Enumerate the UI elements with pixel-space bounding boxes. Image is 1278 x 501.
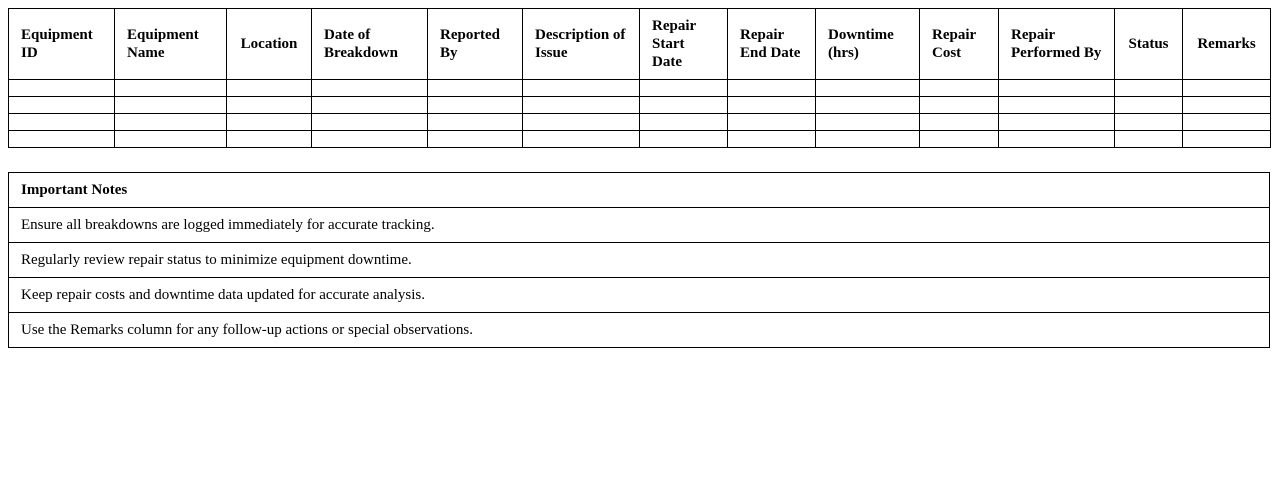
table-cell[interactable]	[640, 97, 728, 114]
table-cell[interactable]	[227, 80, 312, 97]
table-cell[interactable]	[640, 131, 728, 148]
table-cell[interactable]	[428, 114, 523, 131]
table-cell[interactable]	[428, 80, 523, 97]
table-cell[interactable]	[523, 97, 640, 114]
col-header-status: Status	[1115, 9, 1183, 80]
table-cell[interactable]	[999, 114, 1115, 131]
note-item: Use the Remarks column for any follow-up actions or special observations.	[9, 313, 1270, 348]
table-cell[interactable]	[920, 114, 999, 131]
notes-heading-row	[9, 173, 1270, 208]
table-row	[9, 131, 1271, 148]
table-cell[interactable]	[312, 80, 428, 97]
table-cell[interactable]	[1115, 114, 1183, 131]
table-cell[interactable]	[1115, 131, 1183, 148]
table-cell[interactable]	[999, 80, 1115, 97]
note-row	[9, 208, 1270, 243]
col-header-downtime-hrs: Downtime (hrs)	[816, 9, 920, 80]
table-cell[interactable]	[9, 114, 115, 131]
table-cell[interactable]	[115, 80, 227, 97]
col-header-date-of-breakdown: Date of Breakdown	[312, 9, 428, 80]
col-header-description-of-issue: Description of Issue	[523, 9, 640, 80]
col-header-repair-performed-by: Repair Performed By	[999, 9, 1115, 80]
table-cell[interactable]	[115, 131, 227, 148]
table-cell[interactable]	[312, 114, 428, 131]
note-item: Regularly review repair status to minimize equipment downtime.	[9, 243, 1270, 278]
col-header-repair-cost: Repair Cost	[920, 9, 999, 80]
table-cell[interactable]	[227, 114, 312, 131]
header-row	[9, 9, 1271, 80]
note-item: Ensure all breakdowns are logged immediately for accurate tracking.	[9, 208, 1270, 243]
table-cell[interactable]	[428, 97, 523, 114]
note-row	[9, 313, 1270, 348]
table-cell[interactable]	[1115, 97, 1183, 114]
table-cell[interactable]	[1183, 114, 1271, 131]
table-cell[interactable]	[1183, 97, 1271, 114]
important-notes-table	[8, 172, 1270, 348]
table-cell[interactable]	[816, 114, 920, 131]
table-cell[interactable]	[920, 97, 999, 114]
breakdown-log-table	[8, 8, 1271, 148]
breakdown-log-body	[9, 80, 1271, 148]
table-cell[interactable]	[640, 114, 728, 131]
table-cell[interactable]	[920, 131, 999, 148]
note-row	[9, 278, 1270, 313]
col-header-repair-end-date: Repair End Date	[728, 9, 816, 80]
col-header-repair-start-date: Repair Start Date	[640, 9, 728, 80]
table-cell[interactable]	[227, 97, 312, 114]
notes-heading: Important Notes	[9, 173, 1270, 208]
table-cell[interactable]	[728, 80, 816, 97]
col-header-location: Location	[227, 9, 312, 80]
table-cell[interactable]	[115, 97, 227, 114]
table-cell[interactable]	[816, 80, 920, 97]
table-cell[interactable]	[523, 80, 640, 97]
table-cell[interactable]	[1183, 131, 1271, 148]
table-cell[interactable]	[728, 97, 816, 114]
table-row	[9, 97, 1271, 114]
table-cell[interactable]	[9, 131, 115, 148]
table-row	[9, 80, 1271, 97]
table-cell[interactable]	[999, 97, 1115, 114]
col-header-equipment-name: Equipment Name	[115, 9, 227, 80]
table-cell[interactable]	[999, 131, 1115, 148]
table-cell[interactable]	[9, 80, 115, 97]
table-cell[interactable]	[920, 80, 999, 97]
table-cell[interactable]	[115, 114, 227, 131]
col-header-equipment-id: Equipment ID	[9, 9, 115, 80]
note-item: Keep repair costs and downtime data updated for accurate analysis.	[9, 278, 1270, 313]
table-cell[interactable]	[523, 131, 640, 148]
table-cell[interactable]	[523, 114, 640, 131]
table-row	[9, 114, 1271, 131]
table-cell[interactable]	[227, 131, 312, 148]
table-cell[interactable]	[9, 97, 115, 114]
table-cell[interactable]	[728, 131, 816, 148]
table-cell[interactable]	[312, 131, 428, 148]
table-cell[interactable]	[728, 114, 816, 131]
table-cell[interactable]	[428, 131, 523, 148]
col-header-remarks: Remarks	[1183, 9, 1271, 80]
table-cell[interactable]	[312, 97, 428, 114]
table-cell[interactable]	[640, 80, 728, 97]
table-cell[interactable]	[1183, 80, 1271, 97]
col-header-reported-by: Reported By	[428, 9, 523, 80]
table-cell[interactable]	[1115, 80, 1183, 97]
table-cell[interactable]	[816, 97, 920, 114]
table-cell[interactable]	[816, 131, 920, 148]
note-row	[9, 243, 1270, 278]
